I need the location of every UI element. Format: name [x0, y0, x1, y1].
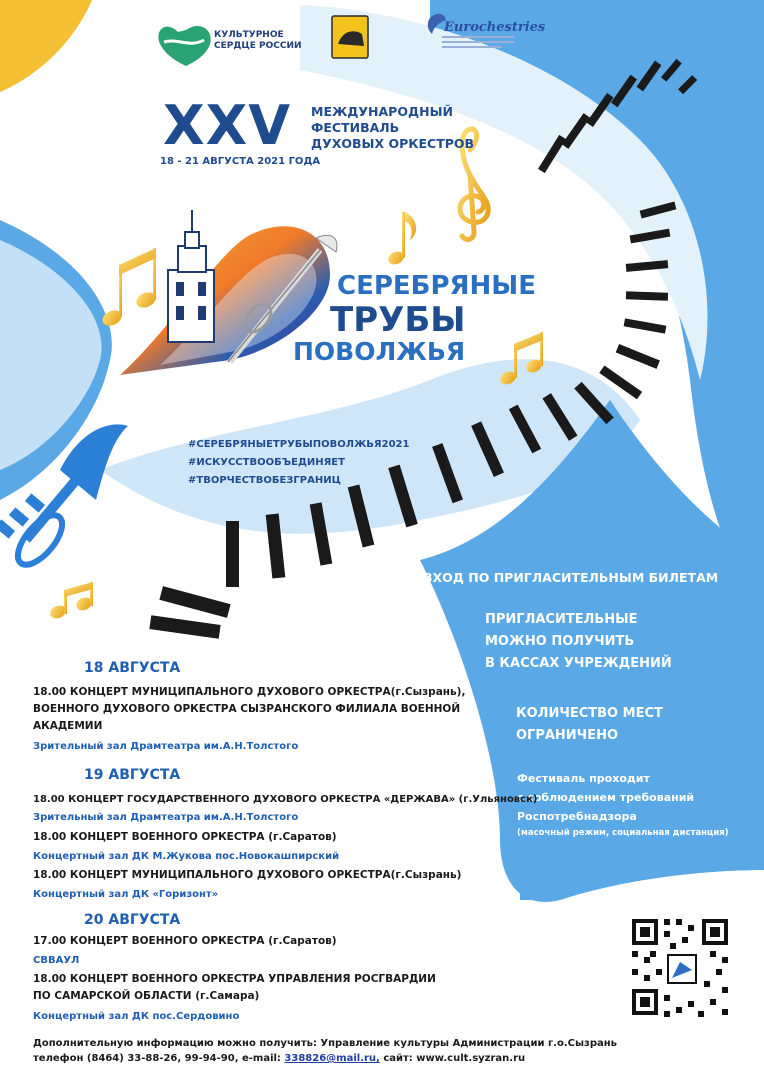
day2-venue3: Концертный зал ДК «Горизонт» — [33, 889, 219, 900]
eurochestries-label: Eurochestries — [444, 20, 546, 35]
day2-venue1: Зрительный зал Драмтеатра им.А.Н.Толстого — [33, 812, 299, 823]
rules-line3: Роспотребнадзора — [517, 810, 637, 823]
corner-decoration — [0, 0, 92, 92]
qr-code — [624, 911, 736, 1023]
cultural-heart-logo — [158, 26, 210, 66]
day1-event1-line3: АКАДЕМИИ — [33, 720, 103, 732]
pale-ribbon-left — [0, 240, 102, 470]
day3-date: 20 АВГУСТА — [84, 912, 181, 928]
day2-date: 19 АВГУСТА — [84, 767, 181, 783]
day3-venue1: СВВАУЛ — [33, 955, 80, 966]
title-line1: СЕРЕБРЯНЫЕ — [337, 271, 537, 301]
footer-contact-line1: Дополнительную информацию можно получить: Управление культуры Администрации г.о.Сызрань — [33, 1038, 617, 1049]
rules-line2: с соблюдением требований — [517, 791, 695, 804]
rules-line1: Фестиваль проходит — [517, 772, 650, 785]
email-link[interactable]: 338826@mail.ru, — [284, 1053, 380, 1064]
hashtag-creativity: #ТВОРЧЕСТВОБЕЗГРАНИЦ — [188, 475, 341, 486]
day3-event1: 17.00 КОНЦЕРТ ВОЕННОГО ОРКЕСТРА (г.Саратов) — [33, 935, 337, 947]
day2-event2: 18.00 КОНЦЕРТ ВОЕННОГО ОРКЕСТРА (г.Саратов) — [33, 831, 337, 843]
footer-site[interactable]: сайт: www.cult.syzran.ru — [379, 1053, 526, 1064]
day1-date: 18 АВГУСТА — [84, 660, 181, 676]
tickets-line2: МОЖНО ПОЛУЧИТЬ — [485, 634, 635, 649]
day1-event1-line1: 18.00 КОНЦЕРТ МУНИЦИПАЛЬНОГО ДУХОВОГО ОРКЕСТРА(г.Сызрань), — [33, 686, 466, 698]
festival-name-line1: МЕЖДУНАРОДНЫЙ — [311, 104, 453, 119]
day3-venue2: Концертный зал ДК пос.Сердовино — [33, 1011, 240, 1022]
footer-contact-line2 — [33, 1051, 525, 1066]
day1-venue1: Зрительный зал Драмтеатра им.А.Н.Толстого — [33, 741, 299, 752]
rules-line4: (масочный режим, социальная дистанция) — [517, 828, 729, 838]
seats-line2: ОГРАНИЧЕНО — [516, 728, 619, 743]
hashtag-art-unites: #ИСКУССТВООБЪЕДИНЯЕТ — [188, 457, 345, 468]
festival-number: XXV — [163, 94, 292, 157]
festival-dates: 18 - 21 АВГУСТА 2021 ГОДА — [160, 156, 321, 167]
festival-name-line2: ФЕСТИВАЛЬ — [311, 120, 400, 135]
day1-event1-line2: ВОЕННОГО ДУХОВОГО ОРКЕСТРА СЫЗРАНСКОГО ФИЛИАЛА ВОЕННОЙ — [33, 703, 461, 715]
hashtag-festival: #СЕРЕБРЯНЫЕТРУБЫПОВОЛЖЬЯ2021 — [188, 439, 410, 450]
day2-event1: 18.00 КОНЦЕРТ ГОСУДАРСТВЕННОГО ДУХОВОГО ОРКЕСТРА «ДЕРЖАВА» (г.Ульяновск) — [33, 794, 538, 805]
festival-name-line3: ДУХОВЫХ ОРКЕСТРОВ — [311, 136, 475, 151]
city-coat-of-arms-logo — [332, 16, 368, 58]
footer-phone: телефон (8464) 33-88-26, 99-94-90, e-mail: — [33, 1053, 285, 1064]
tickets-line1: ПРИГЛАСИТЕЛЬНЫЕ — [485, 612, 638, 627]
day3-event2-line1: 18.00 КОНЦЕРТ ВОЕННОГО ОРКЕСТРА УПРАВЛЕНИЯ РОСГВАРДИИ — [33, 973, 436, 985]
day2-event3: 18.00 КОНЦЕРТ МУНИЦИПАЛЬНОГО ДУХОВОГО ОРКЕСТРА(г.Сызрань) — [33, 869, 462, 881]
day2-venue2: Концертный зал ДК М.Жукова пос.Новокашпирский — [33, 851, 340, 862]
day3-event2-line2: ПО САМАРСКОЙ ОБЛАСТИ (г.Самара) — [33, 990, 260, 1002]
entry-notice: ВХОД ПО ПРИГЛАСИТЕЛЬНЫМ БИЛЕТАМ — [423, 570, 719, 585]
tickets-line3: В КАССАХ УЧРЕЖДЕНИЙ — [485, 656, 672, 671]
title-line2: ТРУБЫ — [330, 300, 466, 340]
title-line3: ПОВОЛЖЬЯ — [293, 337, 466, 366]
seats-line1: КОЛИЧЕСТВО МЕСТ — [516, 706, 663, 721]
cultural-heart-label: КУЛЬТУРНОЕ СЕРДЦЕ РОССИИ — [214, 30, 302, 51]
